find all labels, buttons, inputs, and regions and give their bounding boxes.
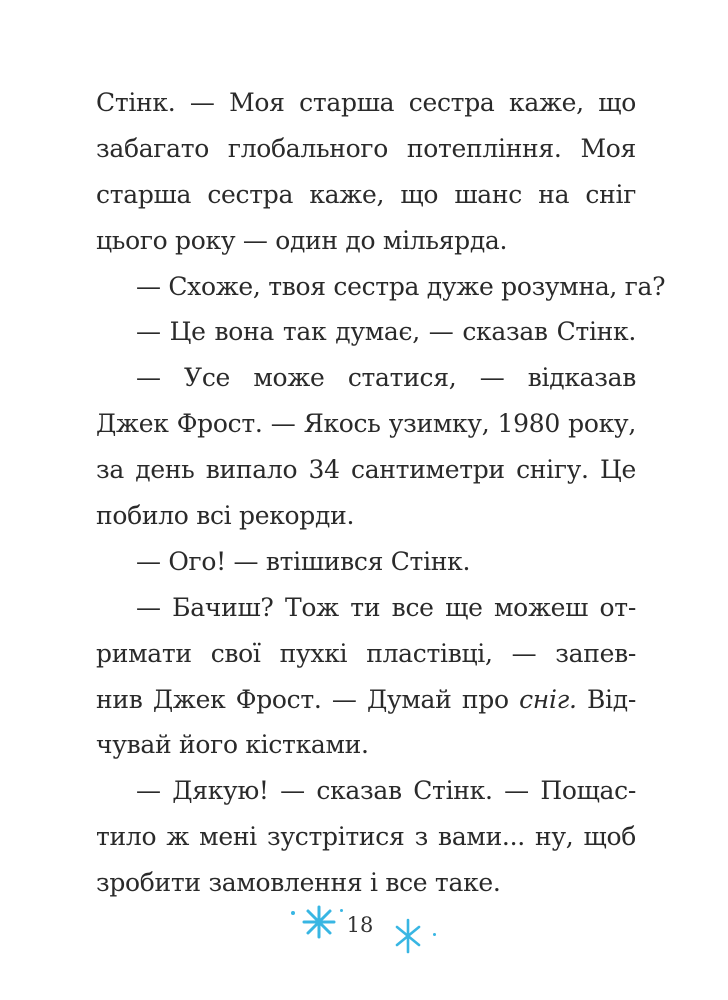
page-number: 18 [346,913,374,937]
page-text [96,80,666,906]
text-line: — Дякую! — сказав Стінк. — Пощас- [136,776,636,806]
decorative-dot [291,911,295,915]
snowflake-icon [393,917,423,955]
text-line [96,677,636,723]
text-line: тило ж мені зустрітися з вами... ну, щоб [96,822,636,852]
text-line: забагато глобального потепління. Моя [96,133,636,163]
text-line: зробити замовлення і все таке. [96,868,501,898]
text-line: — Бачиш? Тож ти все ще можеш от- [136,592,636,622]
text-line: — Це вона так думає, — сказав Стінк. [136,317,636,347]
snowflake-icon [300,905,340,941]
text-line: старша сестра каже, що шанс на сніг [96,179,636,209]
text-line: — Схоже, твоя сестра дуже розумна, га? [136,271,666,301]
text-segment: нив Джек Фрост. — Думай про [96,684,520,714]
text-line: за день випало 34 сантиметри снігу. Це [96,455,636,485]
page-footer [0,905,728,965]
text-line: римати свої пухкі пластівці, — запев- [96,638,636,668]
text-line: — Усе може статися, — відказав [136,363,636,393]
text-segment: Від- [576,684,636,714]
text-line: Стінк. — Моя старша сестра каже, що [96,88,636,117]
text-line: цього року — один до мільярда. [96,225,508,255]
italic-word: сніг. [519,684,577,714]
text-line: чувай його кістками. [96,730,369,760]
text-line: побило всі рекорди. [96,501,355,531]
decorative-dot [433,933,436,936]
text-line: — Ого! — втішився Стінк. [136,546,471,576]
text-line: Джек Фрост. — Якось узимку, 1980 року, [96,409,636,439]
decorative-dot [340,909,343,912]
